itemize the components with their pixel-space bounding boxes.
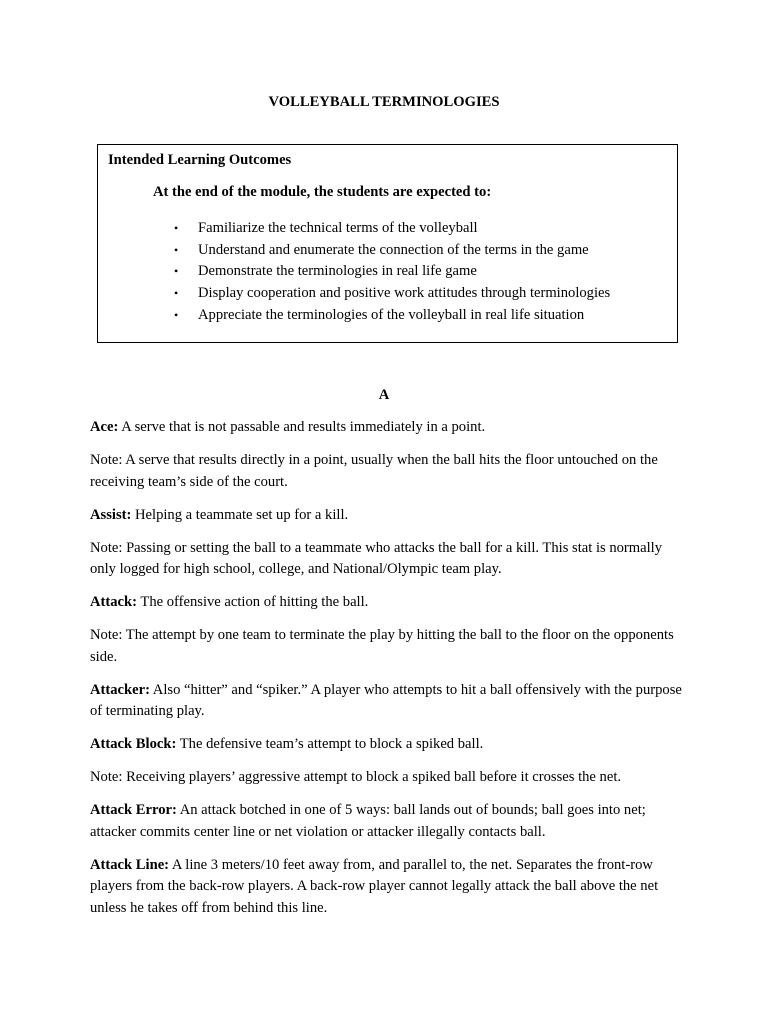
- entry-text: Helping a teammate set up for a kill.: [131, 506, 349, 523]
- outcomes-intro: At the end of the module, the students are expected to:: [153, 184, 492, 200]
- entry-term: Ace:: [90, 419, 119, 435]
- entry-term: Assist:: [90, 506, 132, 523]
- entry-assist-note: [90, 538, 688, 581]
- outcomes-list: [174, 218, 610, 326]
- entry-text: Also “hitter” and “spiker.” A player who attempts to hit a ball offensively with the purpose of terminating play.: [90, 681, 682, 719]
- outcomes-heading: Intended Learning Outcomes: [108, 152, 292, 168]
- entry-text: A serve that is not passable and results immediately in a point.: [118, 419, 486, 435]
- entry-text: Note: Receiving players’ aggressive attempt to block a spiked ball before it crosses the net.: [90, 769, 622, 785]
- entry-attack-line: [90, 855, 688, 920]
- entry-term: Attack Error:: [90, 802, 177, 818]
- entry-ace: [90, 417, 688, 439]
- entry-attack-block-note: [90, 767, 688, 789]
- entry-term: Attack:: [90, 594, 138, 610]
- bullet-icon: •: [174, 242, 179, 257]
- entry-attack-note: [90, 625, 688, 668]
- entry-text: An attack botched in one of 5 ways: ball lands out of bounds; ball goes into net; attacker commits center line or net violation or attacker illegally contacts ball.: [90, 802, 646, 840]
- entry-attack: [90, 592, 688, 614]
- outcome-item: [174, 218, 610, 240]
- bullet-icon: •: [174, 307, 179, 322]
- entry-text: A line 3 meters/10 feet away from, and parallel to, the net. Separates the front-row players from the back-row players. A back-row player cannot legally attack the ball above the net unless he takes off from behind this line.: [90, 856, 659, 916]
- entry-text: Note: A serve that results directly in a point, usually when the ball hits the floor untouched on the receiving team’s side of the court.: [90, 452, 658, 490]
- entry-text: Note: Passing or setting the ball to a teammate who attacks the ball for a kill. This stat is normally only logged for high school, college, and National/Olympic team play.: [90, 539, 663, 577]
- entry-attack-error: [90, 800, 688, 843]
- outcome-text: Appreciate the terminologies of the volleyball in real life situation: [198, 306, 585, 323]
- outcome-text: Demonstrate the terminologies in real life game: [198, 263, 477, 280]
- entry-ace-note: [90, 450, 688, 493]
- entry-attacker: [90, 680, 688, 723]
- entry-text: Note: The attempt by one team to terminate the play by hitting the ball to the floor on the opponents side.: [90, 627, 674, 665]
- learning-outcomes-box: [97, 144, 678, 343]
- outcome-item: [174, 283, 610, 305]
- outcome-item: [174, 240, 610, 262]
- page-title: VOLLEYBALL TERMINOLOGIES: [268, 94, 500, 110]
- outcome-item: [174, 305, 610, 327]
- bullet-icon: •: [174, 264, 179, 279]
- bullet-icon: •: [174, 221, 179, 235]
- outcome-item: [174, 261, 610, 283]
- entry-assist: [90, 505, 688, 527]
- entry-text: The defensive team’s attempt to block a spiked ball.: [176, 736, 484, 752]
- outcome-text: Understand and enumerate the connection of the terms in the game: [198, 241, 589, 258]
- outcome-text: Display cooperation and positive work attitudes through terminologies: [198, 285, 611, 302]
- bullet-icon: •: [174, 286, 179, 301]
- entry-text: The offensive action of hitting the ball.: [137, 594, 369, 610]
- glossary-entries: [90, 417, 688, 919]
- entry-attack-block: [90, 734, 688, 756]
- outcome-text: Familiarize the technical terms of the volleyball: [198, 220, 478, 236]
- section-letter-heading: A: [378, 387, 390, 403]
- entry-term: Attacker:: [90, 681, 150, 698]
- entry-term: Attack Line:: [90, 856, 170, 873]
- entry-term: Attack Block:: [90, 736, 177, 752]
